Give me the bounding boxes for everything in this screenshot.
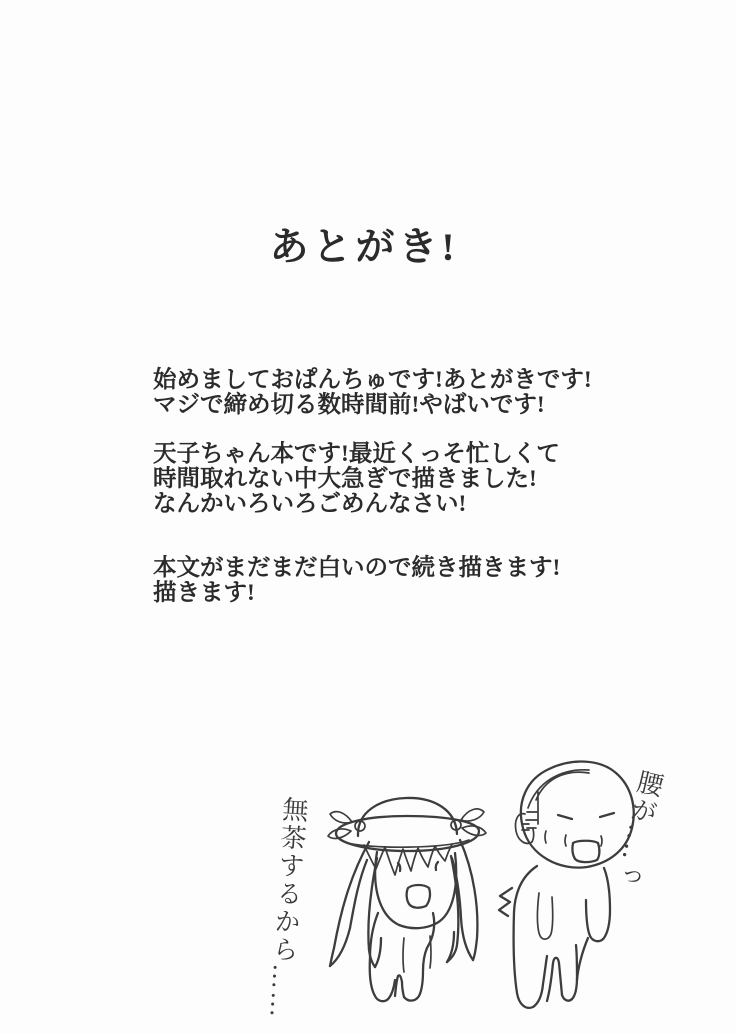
text-line: 始めましておぱんちゅです!あとがきです! <box>153 367 592 393</box>
text-line: 描きます! <box>153 580 255 606</box>
girl-mouth <box>407 885 430 908</box>
paragraph-2 <box>153 442 673 517</box>
afterword-text <box>153 368 673 606</box>
old-man-body <box>514 866 547 1008</box>
old-man-arm <box>538 893 553 939</box>
text-line: 天子ちゃん本です!最近くっそ忙しくて <box>153 441 560 467</box>
page-title: あとがき! <box>269 226 459 269</box>
text-line: 時間取れない中大急ぎで描きました! <box>153 466 537 492</box>
girl-eyes <box>398 862 438 871</box>
girl-caption: 無茶するから…… <box>264 795 309 1021</box>
girl-hair <box>330 842 369 966</box>
old-man-mouth <box>572 841 599 862</box>
old-man-eyes <box>558 813 614 819</box>
text-line: 本文がまだまだ白いので続き描きます! <box>153 555 561 581</box>
girl-face <box>375 852 456 928</box>
old-man-caption: 腰が‥‥っ <box>609 766 666 893</box>
girl-body <box>370 913 395 1001</box>
paragraph-3 <box>153 556 673 606</box>
hat-leaf-left <box>328 812 352 839</box>
chibi-illustration <box>250 740 736 1034</box>
trembling-icon <box>499 888 512 916</box>
text-line: マジで締め切る数時間前!やばいです! <box>153 392 545 418</box>
old-man-drawing <box>514 762 634 1008</box>
paragraph-1 <box>153 368 673 418</box>
girl-with-hat-drawing <box>328 798 486 1001</box>
text-line: なんかいろいろごめんなさい! <box>153 491 467 517</box>
